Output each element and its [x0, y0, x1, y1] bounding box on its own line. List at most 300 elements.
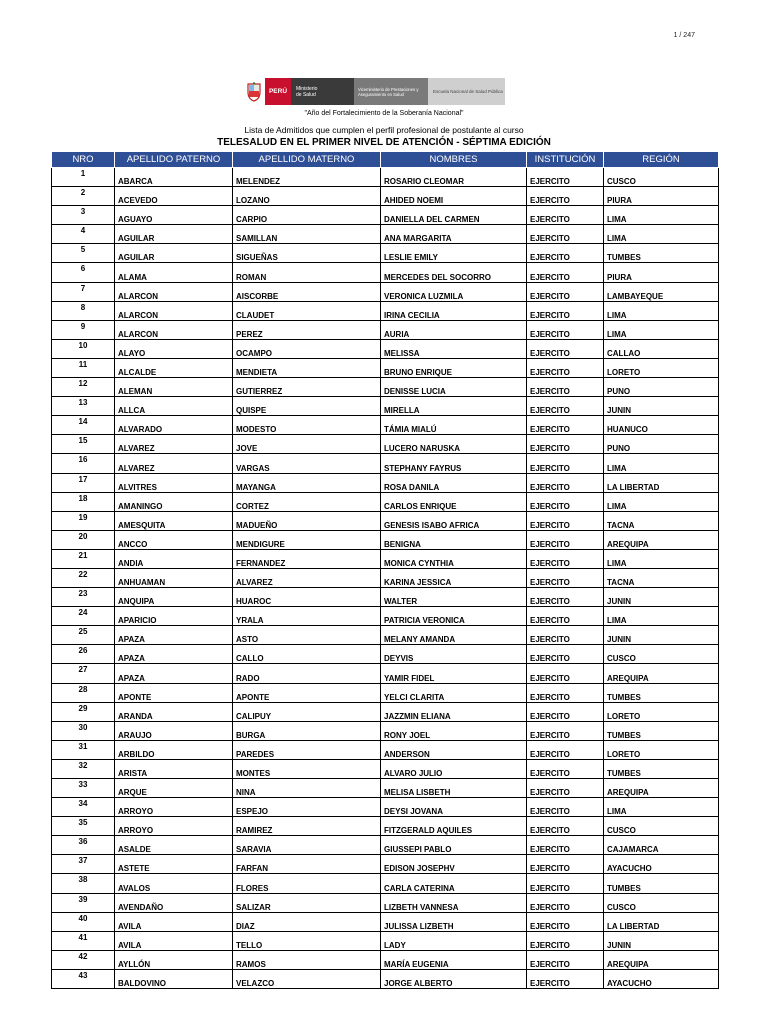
table-row	[52, 645, 719, 664]
cell-nombres: ROSARIO CLEOMAR	[381, 168, 527, 187]
table-row	[52, 416, 719, 435]
cell-region: CALLAO	[604, 339, 719, 358]
cell-nombres: LADY	[381, 931, 527, 950]
table-row	[52, 187, 719, 206]
cell-institucion: EJERCITO	[527, 950, 604, 969]
cell-nro: 15	[52, 435, 115, 454]
cell-nombres: DEYSI JOVANA	[381, 798, 527, 817]
cell-nro: 35	[52, 817, 115, 836]
cell-region: LORETO	[604, 740, 719, 759]
cell-apellido-paterno: ARBILDO	[115, 740, 233, 759]
cell-nombres: CARLA CATERINA	[381, 874, 527, 893]
table-row	[52, 817, 719, 836]
cell-nro: 11	[52, 358, 115, 377]
table-row	[52, 759, 719, 778]
cell-nro: 28	[52, 683, 115, 702]
cell-apellido-materno: CARPIO	[233, 206, 381, 225]
cell-institucion: EJERCITO	[527, 931, 604, 950]
table-row	[52, 893, 719, 912]
cell-apellido-materno: SARAVIA	[233, 836, 381, 855]
cell-apellido-materno: TELLO	[233, 931, 381, 950]
cell-apellido-paterno: ALARCON	[115, 282, 233, 301]
cell-apellido-materno: AISCORBE	[233, 282, 381, 301]
ministry-line1: Ministerio	[296, 85, 318, 92]
cell-apellido-materno: HUAROC	[233, 588, 381, 607]
cell-apellido-materno: MELENDEZ	[233, 168, 381, 187]
document-title: TELESALUD EN EL PRIMER NIVEL DE ATENCIÓN - SÉPTIMA EDICIÓN	[217, 137, 551, 148]
cell-apellido-materno: RAMOS	[233, 950, 381, 969]
cell-nro: 27	[52, 664, 115, 683]
cell-region: LIMA	[604, 320, 719, 339]
cell-institucion: EJERCITO	[527, 645, 604, 664]
cell-region: LA LIBERTAD	[604, 473, 719, 492]
cell-institucion: EJERCITO	[527, 397, 604, 416]
cell-apellido-materno: LOZANO	[233, 187, 381, 206]
cell-apellido-materno: MENDIETA	[233, 358, 381, 377]
cell-apellido-paterno: APARICIO	[115, 607, 233, 626]
table-row	[52, 473, 719, 492]
cell-nro: 19	[52, 511, 115, 530]
cell-nombres: JULISSA LIZBETH	[381, 912, 527, 931]
table-row	[52, 607, 719, 626]
table-row	[52, 320, 719, 339]
cell-apellido-materno: VARGAS	[233, 454, 381, 473]
cell-apellido-materno: CORTEZ	[233, 492, 381, 511]
cell-nombres: YAMIR FIDEL	[381, 664, 527, 683]
cell-region: AREQUIPA	[604, 530, 719, 549]
cell-region: LIMA	[604, 225, 719, 244]
table-body	[52, 168, 719, 989]
table-row	[52, 511, 719, 530]
cell-apellido-paterno: ASTETE	[115, 855, 233, 874]
cell-nro: 6	[52, 263, 115, 282]
cell-institucion: EJERCITO	[527, 244, 604, 263]
cell-nro: 4	[52, 225, 115, 244]
cell-apellido-materno: SAMILLAN	[233, 225, 381, 244]
cell-nombres: IRINA CECILIA	[381, 301, 527, 320]
ministry-label	[291, 78, 354, 105]
cell-nro: 18	[52, 492, 115, 511]
table-row	[52, 339, 719, 358]
cell-institucion: EJERCITO	[527, 492, 604, 511]
cell-apellido-paterno: ACEVEDO	[115, 187, 233, 206]
year-motto: "Año del Fortalecimiento de la Soberanía Nacional"	[304, 110, 464, 117]
institution-banner	[243, 78, 505, 105]
cell-apellido-paterno: AYLLÓN	[115, 950, 233, 969]
school-label: Escuela Nacional de Salud Pública	[428, 78, 505, 105]
cell-nombres: JAZZMIN ELIANA	[381, 702, 527, 721]
cell-apellido-paterno: AGUILAR	[115, 244, 233, 263]
cell-nro: 33	[52, 779, 115, 798]
column-header-region: REGIÓN	[604, 152, 719, 168]
cell-apellido-paterno: ARISTA	[115, 759, 233, 778]
cell-nombres: DENISSE LUCIA	[381, 378, 527, 397]
cell-region: CUSCO	[604, 645, 719, 664]
cell-region: LIMA	[604, 492, 719, 511]
cell-nro: 30	[52, 721, 115, 740]
cell-apellido-paterno: BALDOVINO	[115, 969, 233, 988]
cell-nombres: DEYVIS	[381, 645, 527, 664]
cell-apellido-paterno: AMANINGO	[115, 492, 233, 511]
cell-apellido-materno: RAMIREZ	[233, 817, 381, 836]
cell-institucion: EJERCITO	[527, 969, 604, 988]
cell-apellido-materno: JOVE	[233, 435, 381, 454]
table-row	[52, 836, 719, 855]
column-header-institucion: INSTITUCIÓN	[527, 152, 604, 168]
cell-region: AREQUIPA	[604, 779, 719, 798]
cell-institucion: EJERCITO	[527, 206, 604, 225]
cell-apellido-paterno: AVALOS	[115, 874, 233, 893]
cell-region: PUNO	[604, 378, 719, 397]
table-row	[52, 798, 719, 817]
cell-apellido-paterno: ABARCA	[115, 168, 233, 187]
cell-apellido-materno: MONTES	[233, 759, 381, 778]
table-row	[52, 740, 719, 759]
cell-apellido-paterno: ANHUAMAN	[115, 568, 233, 587]
cell-nombres: ANA MARGARITA	[381, 225, 527, 244]
table-row	[52, 931, 719, 950]
cell-institucion: EJERCITO	[527, 187, 604, 206]
cell-nro: 42	[52, 950, 115, 969]
table-row	[52, 301, 719, 320]
cell-apellido-materno: ASTO	[233, 626, 381, 645]
cell-institucion: EJERCITO	[527, 664, 604, 683]
cell-nro: 3	[52, 206, 115, 225]
cell-nombres: BENIGNA	[381, 530, 527, 549]
cell-region: TUMBES	[604, 244, 719, 263]
table-row	[52, 358, 719, 377]
cell-nombres: EDISON JOSEPHV	[381, 855, 527, 874]
cell-apellido-paterno: AVILA	[115, 912, 233, 931]
cell-nombres: MARÍA EUGENIA	[381, 950, 527, 969]
cell-apellido-materno: FARFAN	[233, 855, 381, 874]
cell-nro: 24	[52, 607, 115, 626]
cell-nro: 40	[52, 912, 115, 931]
cell-apellido-paterno: ALARCON	[115, 320, 233, 339]
cell-nombres: WALTER	[381, 588, 527, 607]
table-row	[52, 378, 719, 397]
cell-region: JUNIN	[604, 931, 719, 950]
cell-region: TUMBES	[604, 683, 719, 702]
cell-nombres: ANDERSON	[381, 740, 527, 759]
cell-nro: 39	[52, 893, 115, 912]
cell-institucion: EJERCITO	[527, 721, 604, 740]
cell-nombres: GENESIS ISABO AFRICA	[381, 511, 527, 530]
cell-region: TUMBES	[604, 721, 719, 740]
table-row	[52, 168, 719, 187]
table-row	[52, 702, 719, 721]
cell-region: PIURA	[604, 263, 719, 282]
cell-nro: 16	[52, 454, 115, 473]
cell-nombres: FITZGERALD AQUILES	[381, 817, 527, 836]
cell-apellido-materno: BURGA	[233, 721, 381, 740]
cell-institucion: EJERCITO	[527, 702, 604, 721]
cell-nombres: TÁMIA MIALÚ	[381, 416, 527, 435]
cell-nombres: KARINA JESSICA	[381, 568, 527, 587]
cell-apellido-paterno: ALCALDE	[115, 358, 233, 377]
cell-institucion: EJERCITO	[527, 836, 604, 855]
table-row	[52, 454, 719, 473]
column-header-nro: NRO	[52, 152, 115, 168]
cell-apellido-materno: GUTIERREZ	[233, 378, 381, 397]
cell-apellido-paterno: APAZA	[115, 626, 233, 645]
table-row	[52, 206, 719, 225]
cell-apellido-materno: SALIZAR	[233, 893, 381, 912]
cell-institucion: EJERCITO	[527, 588, 604, 607]
table-row	[52, 969, 719, 988]
cell-apellido-materno: CALIPUY	[233, 702, 381, 721]
cell-institucion: EJERCITO	[527, 626, 604, 645]
cell-apellido-paterno: ARROYO	[115, 798, 233, 817]
cell-apellido-paterno: ARAUJO	[115, 721, 233, 740]
table-row	[52, 588, 719, 607]
cell-nro: 20	[52, 530, 115, 549]
cell-region: TACNA	[604, 568, 719, 587]
table-row	[52, 912, 719, 931]
table-row	[52, 244, 719, 263]
cell-institucion: EJERCITO	[527, 473, 604, 492]
cell-nro: 38	[52, 874, 115, 893]
cell-nombres: LESLIE EMILY	[381, 244, 527, 263]
cell-apellido-materno: RADO	[233, 664, 381, 683]
table-row	[52, 530, 719, 549]
cell-nro: 17	[52, 473, 115, 492]
cell-institucion: EJERCITO	[527, 301, 604, 320]
admitted-list-table	[51, 151, 719, 989]
cell-institucion: EJERCITO	[527, 282, 604, 301]
cell-nombres: AHIDED NOEMI	[381, 187, 527, 206]
cell-region: LORETO	[604, 358, 719, 377]
cell-nombres: MELISSA	[381, 339, 527, 358]
cell-apellido-materno: CLAUDET	[233, 301, 381, 320]
cell-region: LIMA	[604, 206, 719, 225]
cell-nro: 12	[52, 378, 115, 397]
cell-nombres: STEPHANY FAYRUS	[381, 454, 527, 473]
cell-region: AYACUCHO	[604, 969, 719, 988]
cell-institucion: EJERCITO	[527, 568, 604, 587]
cell-region: LIMA	[604, 301, 719, 320]
cell-nombres: MELISA LISBETH	[381, 779, 527, 798]
cell-apellido-materno: SIGUEÑAS	[233, 244, 381, 263]
cell-apellido-materno: MENDIGURE	[233, 530, 381, 549]
cell-apellido-paterno: ALARCON	[115, 301, 233, 320]
table-row	[52, 779, 719, 798]
cell-region: CUSCO	[604, 893, 719, 912]
cell-apellido-materno: CALLO	[233, 645, 381, 664]
cell-nro: 9	[52, 320, 115, 339]
cell-apellido-materno: FERNANDEZ	[233, 549, 381, 568]
cell-apellido-paterno: ALVITRES	[115, 473, 233, 492]
cell-nombres: YELCI CLARITA	[381, 683, 527, 702]
cell-region: LORETO	[604, 702, 719, 721]
table-row	[52, 397, 719, 416]
cell-nro: 41	[52, 931, 115, 950]
cell-institucion: EJERCITO	[527, 358, 604, 377]
cell-institucion: EJERCITO	[527, 740, 604, 759]
cell-apellido-paterno: ALVAREZ	[115, 454, 233, 473]
page-number: 1 / 247	[673, 32, 695, 39]
ministry-line2: de Salud	[296, 91, 316, 98]
cell-apellido-materno: FLORES	[233, 874, 381, 893]
cell-region: HUANUCO	[604, 416, 719, 435]
cell-institucion: EJERCITO	[527, 416, 604, 435]
cell-apellido-paterno: ARANDA	[115, 702, 233, 721]
table-row	[52, 874, 719, 893]
peru-label: PERÚ	[265, 78, 291, 105]
cell-nro: 7	[52, 282, 115, 301]
cell-nombres: LUCERO NARUSKA	[381, 435, 527, 454]
cell-institucion: EJERCITO	[527, 454, 604, 473]
cell-apellido-paterno: ANCCO	[115, 530, 233, 549]
cell-region: LAMBAYEQUE	[604, 282, 719, 301]
cell-region: LIMA	[604, 549, 719, 568]
cell-apellido-paterno: ANDIA	[115, 549, 233, 568]
cell-apellido-materno: MODESTO	[233, 416, 381, 435]
cell-institucion: EJERCITO	[527, 912, 604, 931]
column-header-nombres: NOMBRES	[381, 152, 527, 168]
cell-region: AREQUIPA	[604, 664, 719, 683]
cell-region: PIURA	[604, 187, 719, 206]
cell-nro: 25	[52, 626, 115, 645]
cell-nombres: AURIA	[381, 320, 527, 339]
cell-institucion: EJERCITO	[527, 855, 604, 874]
cell-region: JUNIN	[604, 626, 719, 645]
cell-region: JUNIN	[604, 397, 719, 416]
cell-region: PUNO	[604, 435, 719, 454]
cell-institucion: EJERCITO	[527, 435, 604, 454]
cell-institucion: EJERCITO	[527, 893, 604, 912]
table-row	[52, 664, 719, 683]
cell-nombres: GIUSSEPI PABLO	[381, 836, 527, 855]
cell-nro: 5	[52, 244, 115, 263]
table-row	[52, 568, 719, 587]
cell-institucion: EJERCITO	[527, 779, 604, 798]
cell-nro: 10	[52, 339, 115, 358]
cell-institucion: EJERCITO	[527, 320, 604, 339]
cell-apellido-materno: PAREDES	[233, 740, 381, 759]
cell-nro: 34	[52, 798, 115, 817]
cell-nombres: ALVARO JULIO	[381, 759, 527, 778]
table-row	[52, 492, 719, 511]
cell-nombres: MERCEDES DEL SOCORRO	[381, 263, 527, 282]
cell-nro: 31	[52, 740, 115, 759]
coat-of-arms-icon	[243, 78, 265, 105]
cell-nro: 32	[52, 759, 115, 778]
cell-nro: 1	[52, 168, 115, 187]
cell-apellido-materno: VELAZCO	[233, 969, 381, 988]
cell-nro: 8	[52, 301, 115, 320]
cell-region: JUNIN	[604, 588, 719, 607]
cell-institucion: EJERCITO	[527, 874, 604, 893]
cell-apellido-materno: ROMAN	[233, 263, 381, 282]
cell-institucion: EJERCITO	[527, 511, 604, 530]
cell-nombres: MIRELLA	[381, 397, 527, 416]
cell-nro: 22	[52, 568, 115, 587]
table-row	[52, 626, 719, 645]
cell-apellido-paterno: ALAMA	[115, 263, 233, 282]
cell-apellido-materno: NINA	[233, 779, 381, 798]
cell-apellido-materno: PEREZ	[233, 320, 381, 339]
cell-region: LA LIBERTAD	[604, 912, 719, 931]
cell-region: CUSCO	[604, 168, 719, 187]
cell-apellido-paterno: ARROYO	[115, 817, 233, 836]
cell-apellido-materno: DIAZ	[233, 912, 381, 931]
cell-nombres: MONICA CYNTHIA	[381, 549, 527, 568]
cell-region: AYACUCHO	[604, 855, 719, 874]
cell-nombres: PATRICIA VERONICA	[381, 607, 527, 626]
cell-region: LIMA	[604, 607, 719, 626]
table-row	[52, 683, 719, 702]
document-subtitle: Lista de Admitidos que cumplen el perfil profesional de postulante al curso	[244, 125, 524, 135]
table-row	[52, 549, 719, 568]
cell-nombres: DANIELLA DEL CARMEN	[381, 206, 527, 225]
cell-apellido-materno: QUISPE	[233, 397, 381, 416]
table-row	[52, 855, 719, 874]
cell-region: CUSCO	[604, 817, 719, 836]
cell-region: LIMA	[604, 454, 719, 473]
table-row	[52, 225, 719, 244]
cell-apellido-paterno: APAZA	[115, 664, 233, 683]
cell-institucion: EJERCITO	[527, 549, 604, 568]
cell-apellido-paterno: APAZA	[115, 645, 233, 664]
table-header-row	[52, 152, 719, 168]
cell-apellido-materno: ALVAREZ	[233, 568, 381, 587]
table-row	[52, 721, 719, 740]
cell-apellido-paterno: ALLCA	[115, 397, 233, 416]
cell-apellido-paterno: APONTE	[115, 683, 233, 702]
cell-institucion: EJERCITO	[527, 168, 604, 187]
cell-apellido-materno: ESPEJO	[233, 798, 381, 817]
cell-apellido-paterno: AVILA	[115, 931, 233, 950]
cell-apellido-paterno: AVENDAÑO	[115, 893, 233, 912]
cell-apellido-paterno: ALVARADO	[115, 416, 233, 435]
cell-apellido-paterno: AGUAYO	[115, 206, 233, 225]
cell-nombres: BRUNO ENRIQUE	[381, 358, 527, 377]
cell-apellido-paterno: ANQUIPA	[115, 588, 233, 607]
cell-nro: 21	[52, 549, 115, 568]
cell-nro: 2	[52, 187, 115, 206]
cell-apellido-paterno: AGUILAR	[115, 225, 233, 244]
cell-apellido-materno: APONTE	[233, 683, 381, 702]
table-row	[52, 950, 719, 969]
cell-apellido-paterno: ALAYO	[115, 339, 233, 358]
cell-institucion: EJERCITO	[527, 759, 604, 778]
cell-apellido-materno: YRALA	[233, 607, 381, 626]
cell-apellido-paterno: ARQUE	[115, 779, 233, 798]
cell-nro: 36	[52, 836, 115, 855]
cell-apellido-materno: MAYANGA	[233, 473, 381, 492]
cell-nro: 23	[52, 588, 115, 607]
cell-institucion: EJERCITO	[527, 607, 604, 626]
cell-nro: 29	[52, 702, 115, 721]
cell-institucion: EJERCITO	[527, 817, 604, 836]
cell-institucion: EJERCITO	[527, 263, 604, 282]
cell-nombres: ROSA DANILA	[381, 473, 527, 492]
cell-nombres: VERONICA LUZMILA	[381, 282, 527, 301]
cell-apellido-paterno: ALEMAN	[115, 378, 233, 397]
cell-region: TACNA	[604, 511, 719, 530]
cell-institucion: EJERCITO	[527, 225, 604, 244]
table-row	[52, 435, 719, 454]
cell-region: AREQUIPA	[604, 950, 719, 969]
table-row	[52, 282, 719, 301]
cell-apellido-materno: OCAMPO	[233, 339, 381, 358]
vice-ministry-label: Viceministerio de Prestaciones y Aseguramiento en Salud	[354, 78, 428, 105]
table-row	[52, 263, 719, 282]
cell-nro: 14	[52, 416, 115, 435]
cell-apellido-materno: MADUEÑO	[233, 511, 381, 530]
cell-institucion: EJERCITO	[527, 339, 604, 358]
